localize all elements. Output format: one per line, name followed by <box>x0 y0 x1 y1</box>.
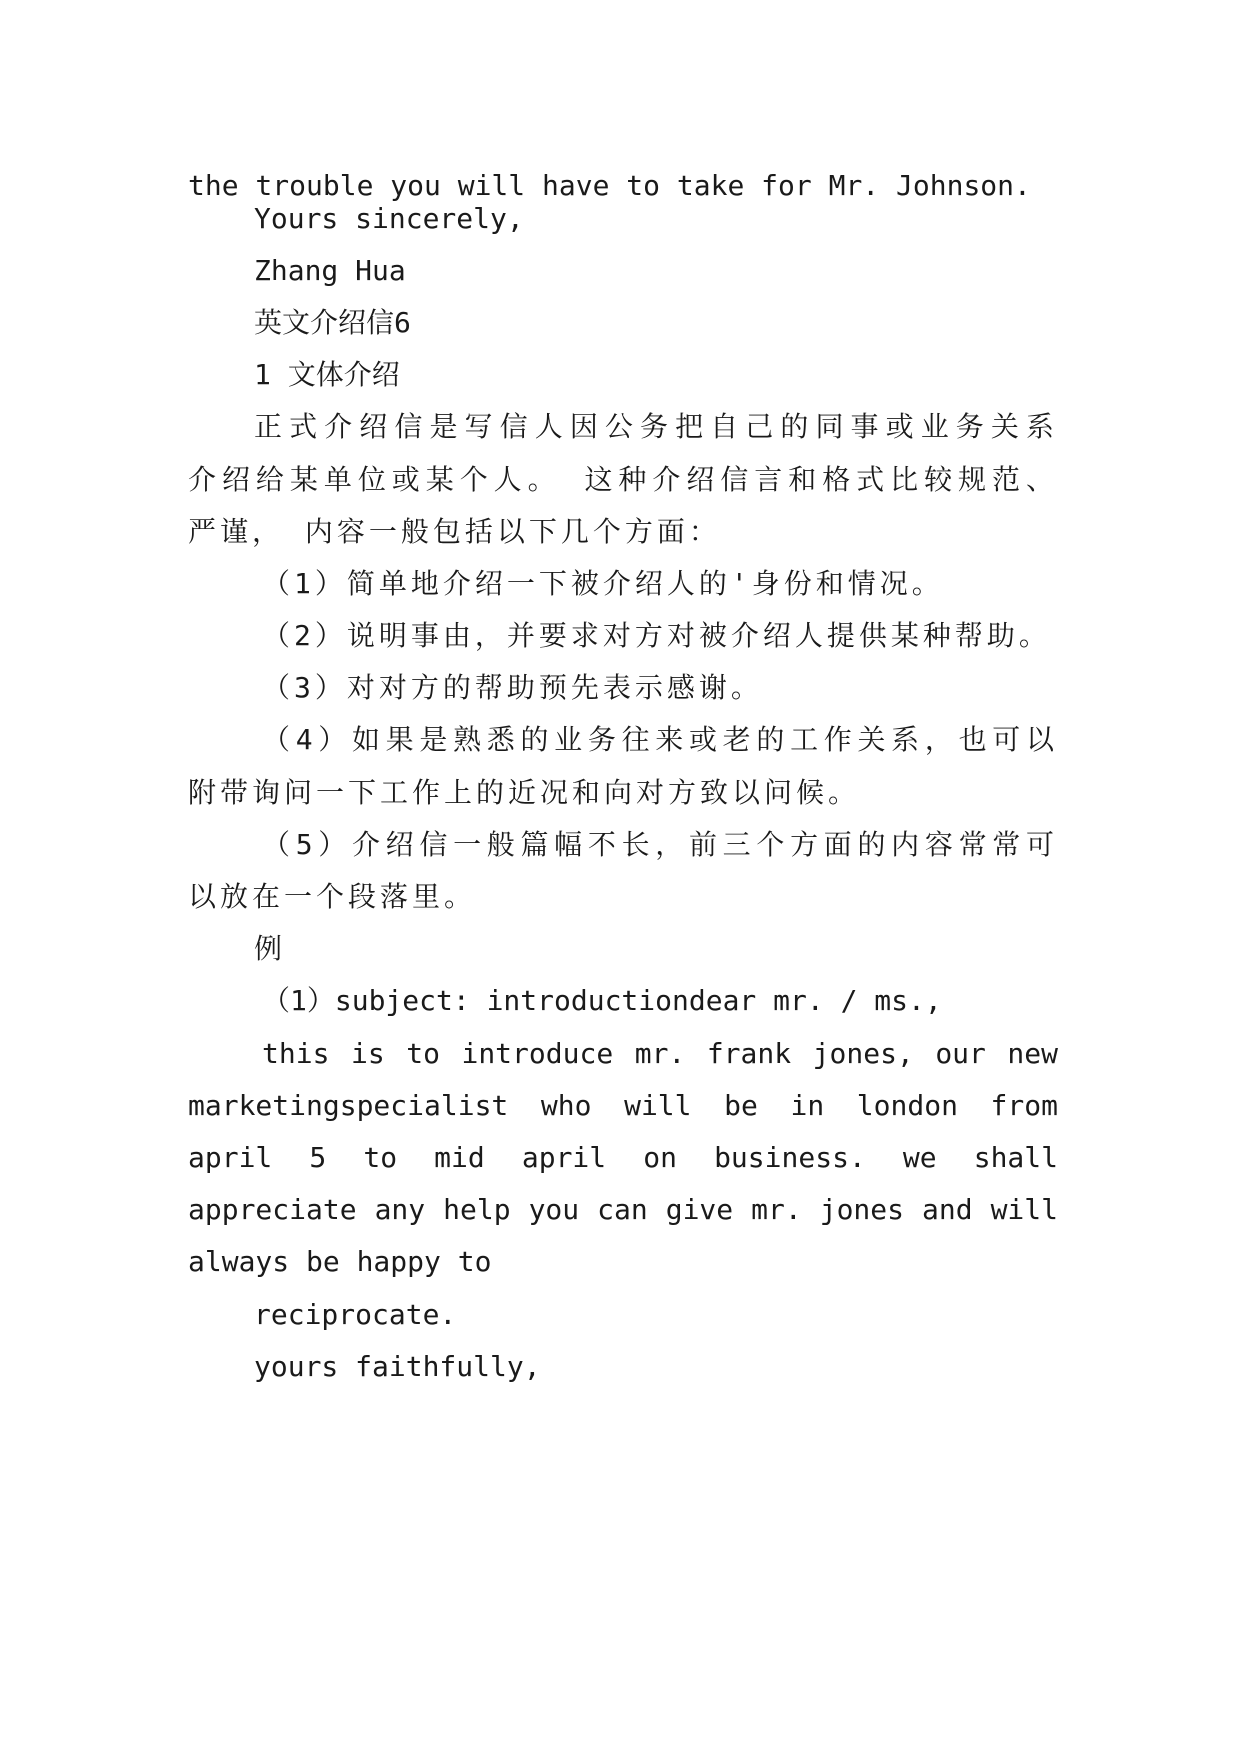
paragraph-line: 正式介绍信是写信人因公务把自己的同事或业务关系 <box>254 410 1058 443</box>
text-line: the trouble you will have to take for Mr. Johnson. <box>188 169 1031 202</box>
letter-body-line: marketingspecialist who will be in london from <box>188 1089 1058 1122</box>
subsection-heading: 1 文体介绍 <box>254 358 400 391</box>
letter-body-line: always be happy to <box>188 1245 492 1278</box>
list-item: （3）对对方的帮助预先表示感谢。 <box>262 671 763 704</box>
paragraph-line: 介绍给某单位或某个人。 这种介绍信言和格式比较规范、 <box>188 463 1058 496</box>
letter-body-line: this is to introduce mr. frank jones, our new <box>262 1037 1058 1070</box>
closing-line: Yours sincerely, <box>254 202 524 235</box>
paragraph-line: 严谨， 内容一般包括以下几个方面： <box>188 515 721 548</box>
example-subject-line: （1）subject: introductiondear mr. / ms., <box>262 984 942 1017</box>
list-item: （4）如果是熟悉的业务往来或老的工作关系，也可以 <box>262 723 1058 756</box>
list-item: （2）说明事由，并要求对方对被介绍人提供某种帮助。 <box>262 619 1051 652</box>
letter-body-line: april 5 to mid april on business. we shall <box>188 1141 1058 1174</box>
list-item-continued: 附带询问一下工作上的近况和向对方致以问候。 <box>188 776 861 809</box>
list-item-continued: 以放在一个段落里。 <box>188 880 477 913</box>
list-item: （1）简单地介绍一下被介绍人的'身份和情况。 <box>262 567 944 600</box>
example-label: 例 <box>254 932 283 965</box>
closing-line: yours faithfully, <box>254 1350 541 1383</box>
list-item: （5）介绍信一般篇幅不长，前三个方面的内容常常可 <box>262 828 1058 861</box>
signature-line: Zhang Hua <box>254 254 406 287</box>
letter-body-line: appreciate any help you can give mr. jones and will <box>188 1193 1058 1226</box>
section-heading: 英文介绍信6 <box>254 306 411 339</box>
letter-body-line: reciprocate. <box>254 1298 457 1331</box>
